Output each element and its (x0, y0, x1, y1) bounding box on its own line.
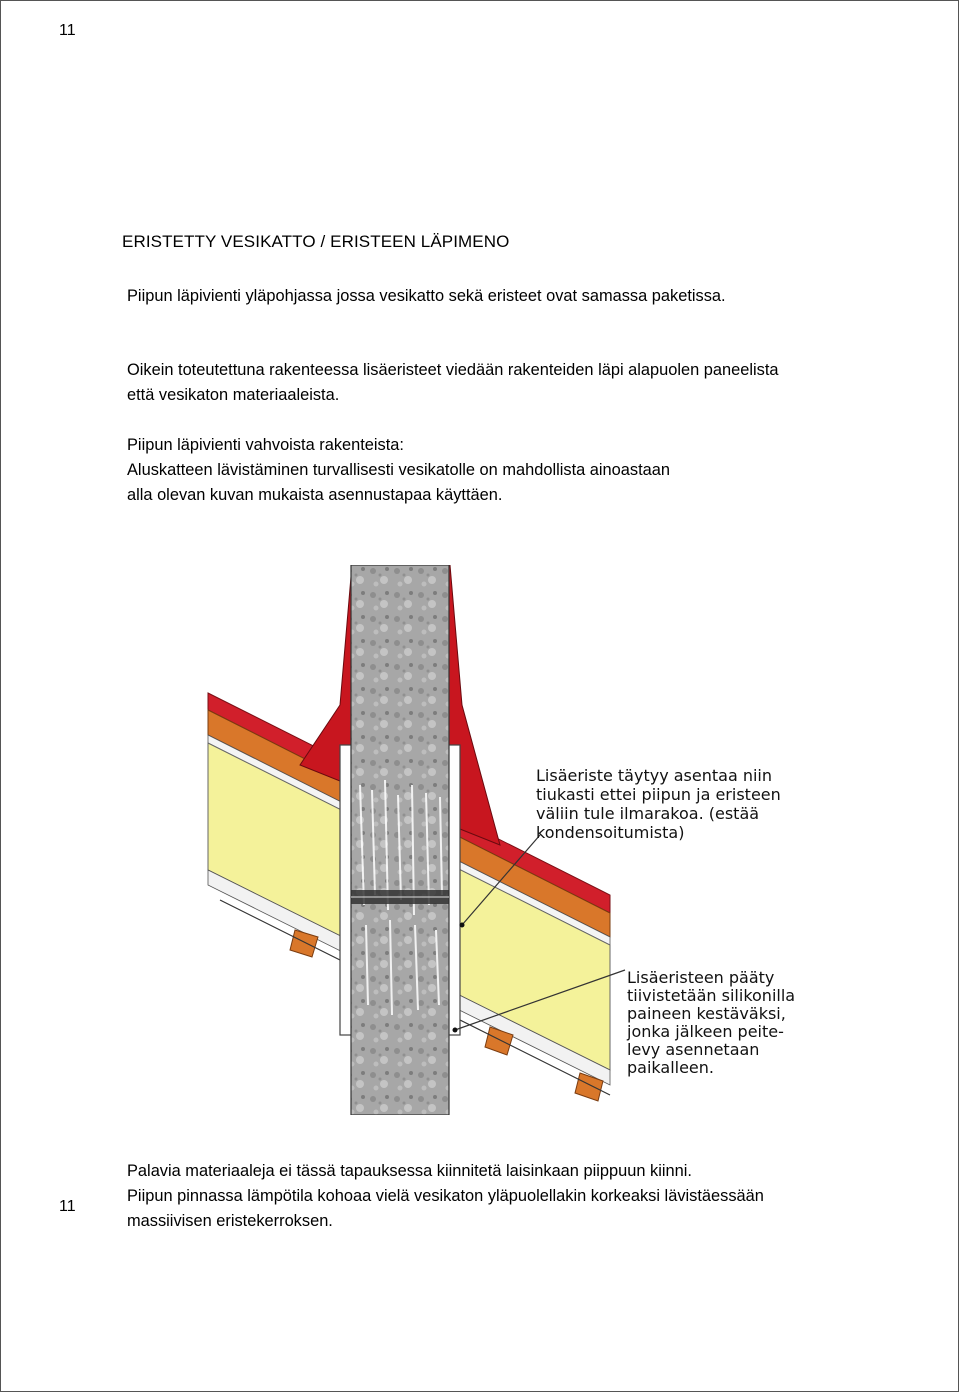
annotation-line: Lisäeristeen pääty (627, 968, 775, 987)
page-number-top: 11 (59, 22, 76, 39)
fire-safety-paragraph (127, 1159, 917, 1234)
paragraph-line: massiivisen eristekerroksen. (127, 1212, 333, 1230)
paragraph-line: Palavia materiaaleja ei tässä tapauksessa kiinnitetä laisinkaan piippuun kiinni. (127, 1162, 692, 1180)
annotation-line: jonka jälkeen peite- (627, 1022, 784, 1041)
annotation-line: tiivistetään silikonilla (627, 986, 796, 1005)
paragraph-line: että vesikaton materiaaleista. (127, 386, 340, 404)
annotation-line: tiukasti ettei piipun ja eristeen (536, 785, 781, 804)
chimney-roof-diagram (200, 565, 820, 1115)
paragraph-line: Piipun läpivienti vahvoista rakenteista: (127, 436, 404, 454)
structure-paragraph (127, 433, 907, 508)
annotation-insulation (536, 766, 786, 842)
annotation-line: levy asennetaan (627, 1040, 760, 1059)
page-number-bottom: 11 (59, 1198, 76, 1215)
paragraph-line: Aluskatteen lävistäminen turvallisesti vesikatolle on mahdollista ainoastaan (127, 461, 671, 479)
annotation-line: paikalleen. (627, 1058, 714, 1077)
intro-paragraph: Piipun läpivienti yläpohjassa jossa vesikatto sekä eristeet ovat samassa paketissa. (127, 287, 726, 305)
annotation-sealing (626, 968, 800, 1077)
annotation-line: Lisäeriste täytyy asentaa niin (536, 766, 773, 785)
paragraph-line: Oikein toteutettuna rakenteessa lisäeristeet viedään rakenteiden läpi alapuolen paneelista (127, 361, 779, 379)
annotation-line: kondensoitumista) (536, 823, 685, 842)
annotation-line: väliin tule ilmarakoa. (estää (536, 804, 760, 823)
insulation-paragraph (127, 358, 907, 408)
section-title: ERISTETTY VESIKATTO / ERISTEEN LÄPIMENO (122, 232, 510, 251)
annotation-line: paineen kestäväksi, (627, 1004, 786, 1023)
paragraph-line: Piipun pinnassa lämpötila kohoaa vielä vesikaton yläpuolellakin korkeaksi lävistäessään (127, 1187, 764, 1205)
paragraph-line: alla olevan kuvan mukaista asennustapaa käyttäen. (127, 486, 503, 504)
